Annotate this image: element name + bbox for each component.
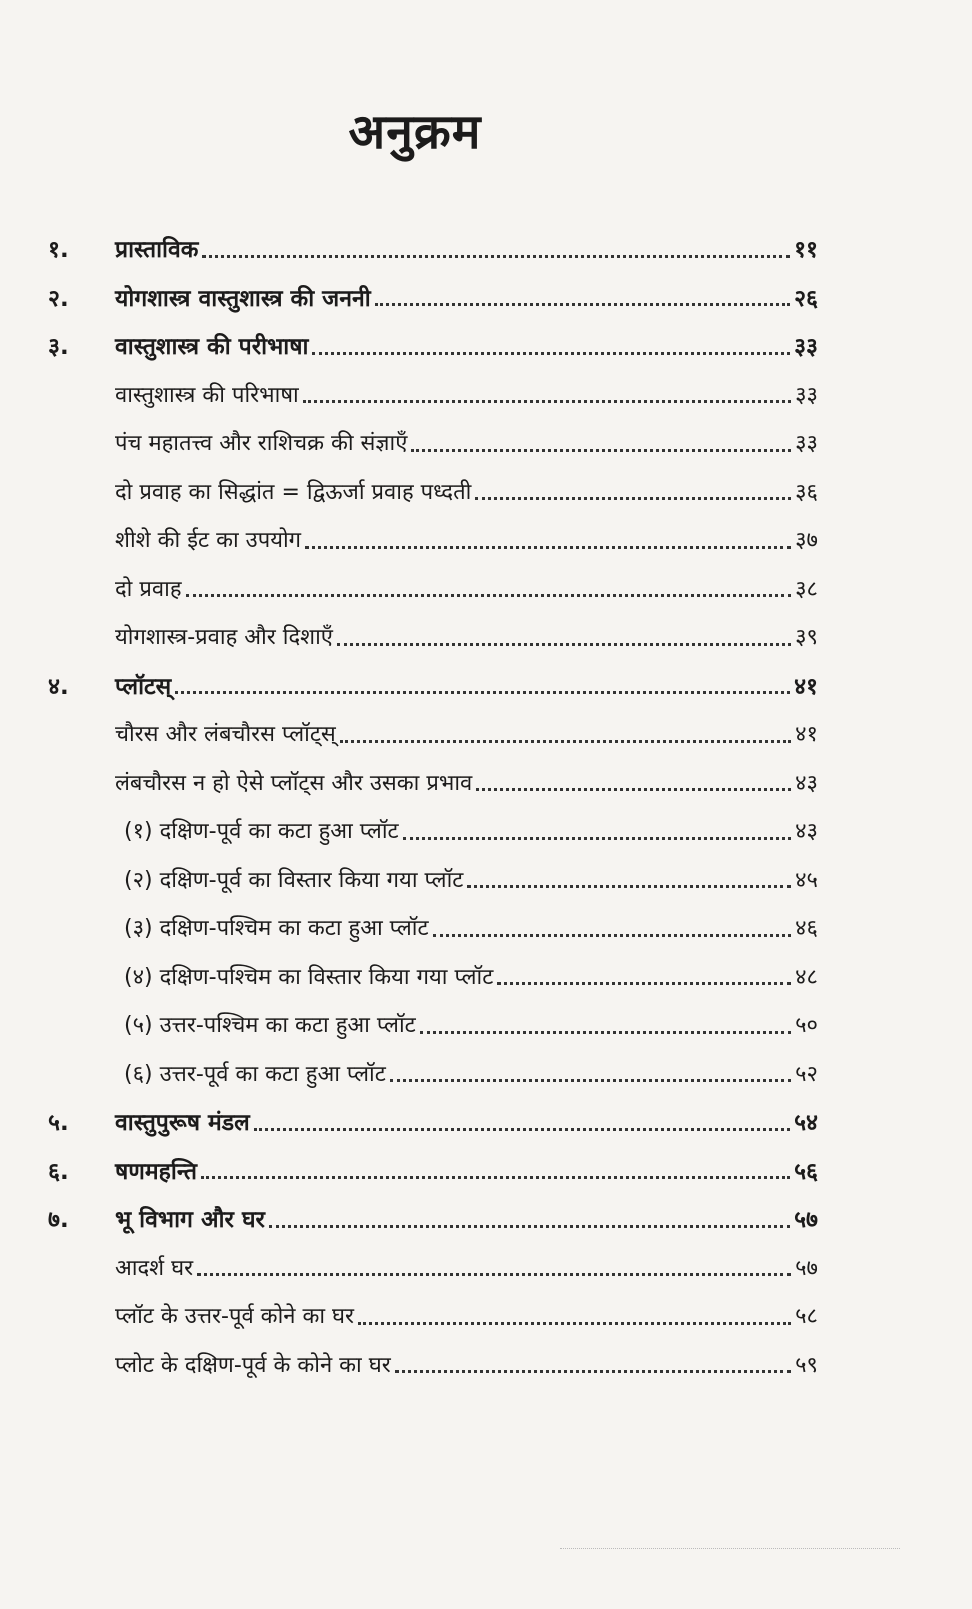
toc-entry (48, 1194, 818, 1243)
chapter-number: ७. (48, 1207, 69, 1234)
page-number: ५६ (794, 1158, 818, 1185)
toc-entry (48, 709, 818, 758)
page-number: ५९ (795, 1352, 818, 1378)
page-number: ३३ (795, 382, 818, 408)
page-number: ३९ (795, 625, 818, 651)
dot-leader (202, 255, 790, 258)
toc-entry (48, 1000, 818, 1049)
toc-entry (48, 418, 818, 467)
dot-leader (340, 740, 791, 743)
entry-title: (६) उत्तर-पूर्व का कटा हुआ प्लॉट (124, 1061, 386, 1087)
page-number: ३३ (794, 334, 818, 361)
toc-entry (48, 1097, 818, 1146)
entry-title: (४) दक्षिण-पश्चिम का विस्तार किया गया प्लॉट (124, 964, 494, 990)
chapter-number: ६. (48, 1158, 69, 1185)
dot-leader (433, 934, 792, 937)
dot-leader (497, 982, 791, 985)
entry-title: (३) दक्षिण-पश्चिम का कटा हुआ प्लॉट (124, 916, 429, 942)
entry-title: योगशास्त्र-प्रवाह और दिशाएँ (115, 625, 333, 651)
page-number: ४१ (794, 673, 818, 700)
entry-title: दो प्रवाह (115, 576, 182, 602)
page-number: ५७ (794, 1207, 818, 1234)
entry-title: आदर्श घर (115, 1255, 194, 1281)
entry-title: वास्तुपुरूष मंडल (115, 1110, 250, 1137)
page-number: ५७ (795, 1255, 818, 1281)
dot-leader (305, 546, 791, 549)
toc-entry (48, 467, 818, 516)
dot-leader (269, 1225, 790, 1228)
entry-title: भू विभाग और घर (115, 1207, 265, 1234)
page-title: अनुक्रम (348, 104, 482, 160)
entry-title: प्रास्ताविक (115, 237, 199, 264)
toc-entry (48, 273, 818, 322)
toc-entry (48, 321, 818, 370)
page-number: ४८ (795, 964, 818, 990)
toc-entry (48, 1049, 818, 1098)
entry-title: लंबचौरस न हो ऐसे प्लॉट्स और उसका प्रभाव (115, 770, 473, 796)
divider (560, 1548, 900, 1549)
toc-entry (48, 661, 818, 710)
page-number: ११ (794, 237, 818, 264)
entry-title: (१) दक्षिण-पूर्व का कटा हुआ प्लॉट (124, 819, 399, 845)
chapter-number: १. (48, 237, 69, 264)
page-number: ५२ (795, 1061, 818, 1087)
dot-leader (358, 1322, 791, 1325)
dot-leader (186, 594, 792, 597)
page-number: ५० (795, 1013, 818, 1039)
toc-entry (48, 515, 818, 564)
toc-entry (48, 1243, 818, 1292)
chapter-number: ४. (48, 673, 69, 700)
page-number: ३७ (795, 528, 818, 554)
entry-title: (२) दक्षिण-पूर्व का विस्तार किया गया प्लॉट (124, 867, 464, 893)
entry-title: षणमहन्ति (115, 1158, 198, 1185)
chapter-number: ३. (48, 334, 69, 361)
toc-entry (48, 903, 818, 952)
toc-entry (48, 855, 818, 904)
page-number: ४३ (795, 819, 818, 845)
page-number: ३६ (795, 479, 818, 505)
dot-leader (312, 352, 790, 355)
dot-leader (403, 837, 791, 840)
entry-title: शीशे की ईट का उपयोग (115, 528, 302, 554)
entry-title: योगशास्त्र वास्तुशास्त्र की जननी (115, 285, 371, 312)
toc-entry (48, 1146, 818, 1195)
entry-title: प्लॉटस् (115, 673, 172, 700)
dot-leader (197, 1273, 791, 1276)
page-number: ४६ (795, 916, 818, 942)
dot-leader (175, 691, 790, 694)
toc-entry (48, 370, 818, 419)
dot-leader (337, 643, 791, 646)
toc-entry (48, 564, 818, 613)
page-number: ४३ (795, 770, 818, 796)
dot-leader (420, 1031, 791, 1034)
toc-entry (48, 612, 818, 661)
entry-title: वास्तुशास्त्र की परीभाषा (115, 334, 309, 361)
page-number: ३३ (795, 431, 818, 457)
entry-title: (५) उत्तर-पश्चिम का कटा हुआ प्लॉट (124, 1013, 416, 1039)
chapter-number: ५. (48, 1110, 69, 1137)
toc-entry (48, 1340, 818, 1389)
dot-leader (467, 885, 791, 888)
entry-title: प्लॉट के उत्तर-पूर्व कोने का घर (115, 1304, 355, 1330)
dot-leader (411, 449, 791, 452)
page-number: ५४ (794, 1110, 818, 1137)
toc-entry (48, 952, 818, 1001)
dot-leader (475, 497, 791, 500)
page-number: ३८ (795, 576, 818, 602)
chapter-number: २. (48, 285, 69, 312)
entry-title: प्लोट के दक्षिण-पूर्व के कोने का घर (115, 1352, 391, 1378)
dot-leader (395, 1370, 791, 1373)
entry-title: चौरस और लंबचौरस प्लॉट्स् (115, 722, 336, 748)
dot-leader (201, 1176, 790, 1179)
page-number: ४१ (795, 722, 818, 748)
entry-title: दो प्रवाह का सिद्धांत = द्विऊर्जा प्रवाह पध्दती (115, 479, 472, 505)
dot-leader (303, 400, 791, 403)
toc-entry (48, 1291, 818, 1340)
table-of-contents (48, 224, 818, 1388)
page-number: ५८ (795, 1304, 818, 1330)
toc-entry (48, 224, 818, 273)
entry-title: वास्तुशास्त्र की परिभाषा (115, 382, 299, 408)
toc-entry (48, 758, 818, 807)
entry-title: पंच महातत्त्व और राशिचक्र की संज्ञाएँ (115, 431, 408, 457)
dot-leader (254, 1128, 790, 1131)
page-number: २६ (794, 285, 818, 312)
page-number: ४५ (795, 867, 818, 893)
toc-entry (48, 806, 818, 855)
dot-leader (390, 1079, 791, 1082)
dot-leader (375, 303, 790, 306)
dot-leader (476, 788, 791, 791)
